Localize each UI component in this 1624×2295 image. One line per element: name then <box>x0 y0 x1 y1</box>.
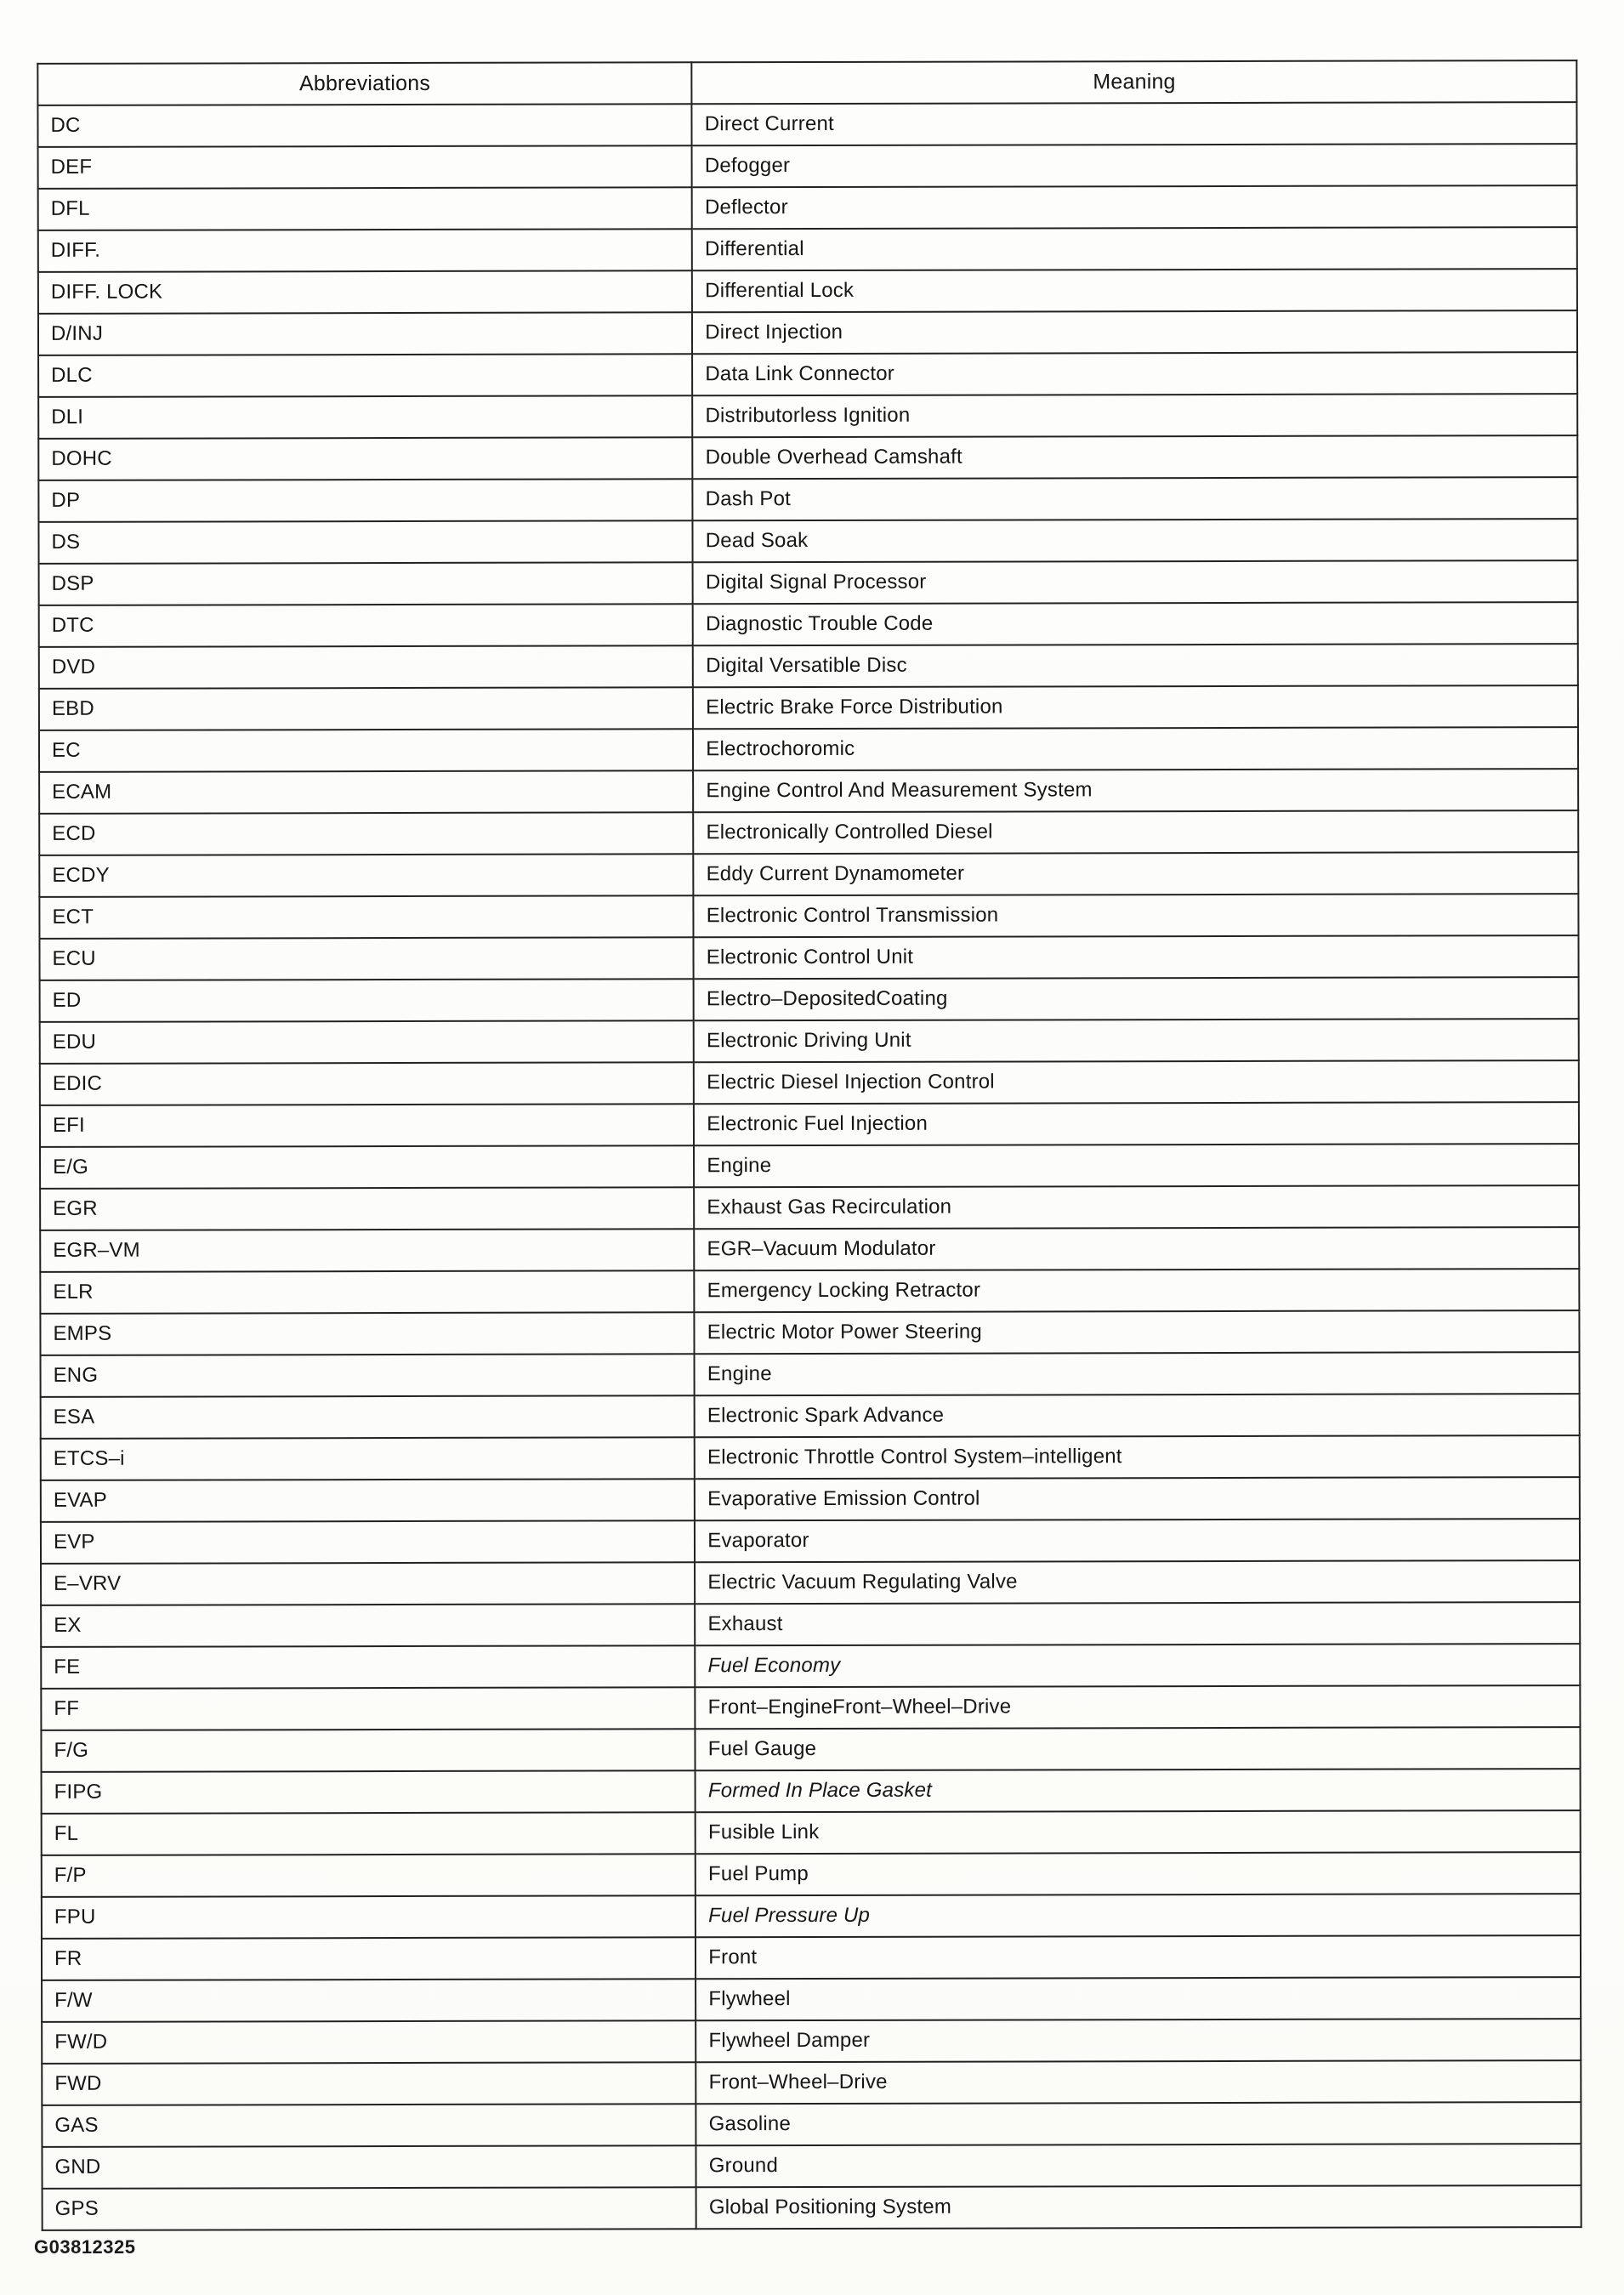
table-row <box>38 394 1577 439</box>
table-row <box>40 1019 1579 1064</box>
abbreviation-cell: ENG <box>41 1354 695 1397</box>
abbreviation-cell: GPS <box>43 2187 696 2230</box>
meaning-cell: Global Positioning System <box>696 2185 1581 2229</box>
abbreviation-cell: EMPS <box>40 1312 694 1355</box>
table-row <box>39 685 1578 730</box>
meaning-cell: Differential <box>692 227 1577 270</box>
abbreviation-cell: EGR <box>40 1187 694 1230</box>
meaning-cell: Electrochoromic <box>693 727 1578 770</box>
meaning-cell: Electronic Fuel Injection <box>694 1102 1579 1145</box>
meaning-cell: Data Link Connector <box>692 352 1577 395</box>
abbreviation-cell: ED <box>40 979 694 1022</box>
abbreviation-cell: D/INJ <box>38 312 692 355</box>
meaning-cell: Front <box>696 1935 1581 1979</box>
meaning-cell: Distributorless Ignition <box>692 394 1577 437</box>
abbreviation-cell: DC <box>37 104 691 147</box>
table-row <box>41 1435 1580 1480</box>
meaning-cell: Electronic Control Unit <box>694 935 1579 979</box>
abbreviation-cell: DTC <box>39 604 693 647</box>
meaning-cell: Differential Lock <box>692 269 1577 312</box>
table-row <box>42 1894 1581 1939</box>
meaning-cell: Electronically Controlled Diesel <box>693 810 1578 854</box>
abbreviation-cell: EC <box>39 729 693 772</box>
meaning-cell: Electronic Control Transmission <box>694 894 1579 937</box>
abbreviation-cell: DIFF. <box>38 229 692 272</box>
meaning-cell: Fuel Pressure Up <box>696 1894 1581 1937</box>
meaning-cell: Defogger <box>692 144 1577 187</box>
table-row <box>42 1810 1581 1855</box>
figure-code: G03812325 <box>34 2236 136 2258</box>
meaning-cell: Eddy Current Dynamometer <box>694 852 1579 895</box>
table-row <box>38 519 1577 564</box>
abbreviation-cell: ETCS–i <box>41 1437 695 1480</box>
table-row <box>42 2144 1581 2189</box>
meaning-cell: Electric Vacuum Regulating Valve <box>695 1560 1580 1604</box>
table-row <box>40 1144 1579 1189</box>
abbreviation-cell: GAS <box>42 2104 696 2147</box>
abbreviation-cell: FIPG <box>42 1770 696 1814</box>
meaning-cell: Fusible Link <box>696 1810 1581 1854</box>
table-row <box>40 1310 1579 1355</box>
abbreviation-cell: ELR <box>40 1270 694 1314</box>
abbreviation-cell: FWD <box>42 2062 696 2105</box>
table-row <box>39 894 1578 939</box>
abbreviation-cell: FR <box>42 1937 696 1980</box>
table-row <box>39 644 1578 689</box>
abbreviation-cell: ECAM <box>39 770 693 814</box>
table-row <box>40 1227 1579 1272</box>
meaning-cell: Double Overhead Camshaft <box>693 435 1578 479</box>
meaning-cell: Dead Soak <box>693 519 1578 562</box>
abbreviation-cell: FPU <box>42 1895 696 1939</box>
meaning-cell: Deflector <box>692 185 1577 229</box>
table-row <box>41 1477 1580 1522</box>
table-row <box>41 1685 1580 1730</box>
table-row <box>43 2185 1581 2230</box>
abbreviation-cell: ECD <box>39 812 693 855</box>
meaning-cell: Electro–DepositedCoating <box>694 977 1579 1020</box>
table-row <box>39 727 1578 772</box>
meaning-cell: Electronic Driving Unit <box>694 1019 1579 1062</box>
meaning-cell: Front–EngineFront–Wheel–Drive <box>696 1685 1581 1729</box>
abbreviation-cell: ECDY <box>39 854 693 897</box>
meaning-cell: Gasoline <box>696 2102 1581 2145</box>
meaning-cell: Flywheel Damper <box>696 2019 1581 2062</box>
meaning-cell: Fuel Gauge <box>696 1727 1581 1770</box>
abbreviation-cell: GND <box>42 2145 696 2189</box>
meaning-cell: Digital Versatible Disc <box>693 644 1578 687</box>
table-row <box>38 352 1577 397</box>
abbreviation-cell: DFL <box>38 187 692 230</box>
meaning-cell: Fuel Pump <box>696 1852 1581 1895</box>
meaning-cell: Flywheel <box>696 1977 1581 2020</box>
abbreviation-cell: EGR–VM <box>40 1229 694 1272</box>
abbreviation-cell: FE <box>41 1645 695 1689</box>
meaning-cell: Ground <box>696 2144 1581 2187</box>
meaning-cell: Direct Injection <box>692 310 1577 354</box>
abbreviation-cell: F/G <box>41 1729 695 1772</box>
meaning-cell: Front–Wheel–Drive <box>696 2060 1581 2104</box>
table-row <box>39 602 1578 647</box>
table-row <box>41 1602 1580 1647</box>
abbreviation-cell: ESA <box>41 1395 695 1439</box>
table-row <box>42 1935 1581 1980</box>
abbreviation-cell: DSP <box>39 562 693 605</box>
meaning-cell: Diagnostic Trouble Code <box>693 602 1578 645</box>
table-row <box>42 1769 1581 1814</box>
abbreviation-cell: EDIC <box>40 1062 694 1105</box>
meaning-cell: Engine <box>694 1144 1579 1187</box>
meaning-cell: Digital Signal Processor <box>693 560 1578 604</box>
abbreviation-cell: EDU <box>40 1020 694 1064</box>
table-row <box>42 2102 1581 2147</box>
table-row <box>38 185 1577 230</box>
abbreviation-cell: DP <box>38 479 692 522</box>
table-row <box>41 1352 1580 1397</box>
meaning-cell: Exhaust Gas Recirculation <box>694 1185 1579 1229</box>
abbreviation-cell: EVAP <box>41 1479 695 1522</box>
meaning-cell: Direct Current <box>692 102 1577 145</box>
table-row <box>41 1644 1580 1689</box>
meaning-cell: Exhaust <box>695 1602 1580 1645</box>
abbreviation-cell: DLI <box>38 395 692 439</box>
column-header-meaning: Meaning <box>692 60 1577 104</box>
table-row <box>39 852 1578 897</box>
table-row <box>39 935 1578 980</box>
meaning-cell: Evaporator <box>695 1519 1580 1562</box>
meaning-cell: Emergency Locking Retractor <box>695 1269 1580 1312</box>
table-row <box>41 1394 1580 1439</box>
abbreviation-cell: EFI <box>40 1104 694 1147</box>
meaning-cell: Fuel Economy <box>695 1644 1580 1687</box>
table-row <box>42 1852 1581 1897</box>
meaning-cell: Evaporative Emission Control <box>695 1477 1580 1520</box>
abbreviation-cell: DOHC <box>38 437 692 480</box>
meaning-cell: EGR–Vacuum Modulator <box>694 1227 1579 1270</box>
abbreviation-cell: EBD <box>39 687 693 730</box>
abbreviation-cell: ECU <box>39 937 693 980</box>
meaning-cell: Electronic Throttle Control System–intelligent <box>695 1435 1580 1479</box>
abbreviation-cell: FL <box>42 1812 696 1855</box>
table-row <box>40 977 1579 1022</box>
meaning-cell: Engine Control And Measurement System <box>693 769 1578 812</box>
meaning-cell: Electric Brake Force Distribution <box>693 685 1578 729</box>
abbreviation-cell: DS <box>38 520 692 564</box>
meaning-cell: Electronic Spark Advance <box>695 1394 1580 1437</box>
abbreviation-cell: DIFF. LOCK <box>38 270 692 314</box>
abbreviations-table <box>37 60 1581 2231</box>
abbreviation-cell: E/G <box>40 1145 694 1189</box>
abbreviation-cell: EVP <box>41 1520 695 1564</box>
table-body <box>37 102 1581 2230</box>
table-row <box>40 1102 1579 1147</box>
table-row <box>41 1727 1580 1772</box>
abbreviation-cell: DLC <box>38 354 692 397</box>
table-row <box>38 435 1577 480</box>
table-row <box>37 102 1576 147</box>
meaning-cell: Electric Diesel Injection Control <box>694 1060 1579 1104</box>
column-header-abbreviations: Abbreviations <box>37 62 691 105</box>
table-row <box>40 1060 1579 1105</box>
table-row <box>38 310 1577 355</box>
meaning-cell: Electric Motor Power Steering <box>695 1310 1580 1354</box>
table-row <box>39 769 1578 814</box>
abbreviation-cell: DEF <box>38 145 692 189</box>
meaning-cell: Engine <box>695 1352 1580 1395</box>
table-row <box>38 269 1577 314</box>
table-header-row <box>37 60 1576 105</box>
abbreviation-cell: E–VRV <box>41 1562 695 1605</box>
abbreviation-cell: DVD <box>39 645 693 689</box>
table-row <box>42 2019 1581 2064</box>
meaning-cell: Formed In Place Gasket <box>696 1769 1581 1812</box>
table-row <box>40 1269 1579 1314</box>
table-row <box>41 1560 1580 1605</box>
table-row <box>39 560 1578 605</box>
table-row <box>39 810 1578 855</box>
abbreviation-cell: F/P <box>42 1854 696 1897</box>
abbreviation-cell: FF <box>41 1687 695 1730</box>
table-row <box>40 1185 1579 1230</box>
abbreviation-cell: F/W <box>42 1979 696 2022</box>
abbreviation-cell: ECT <box>39 895 693 939</box>
table-row <box>38 227 1577 272</box>
abbreviation-cell: EX <box>41 1604 695 1647</box>
table-row <box>42 2060 1581 2105</box>
abbreviation-cell: FW/D <box>42 2020 696 2064</box>
table-row <box>38 144 1577 189</box>
table-row <box>42 1977 1581 2022</box>
table-row <box>41 1519 1580 1564</box>
meaning-cell: Dash Pot <box>693 477 1578 520</box>
table-row <box>38 477 1577 522</box>
